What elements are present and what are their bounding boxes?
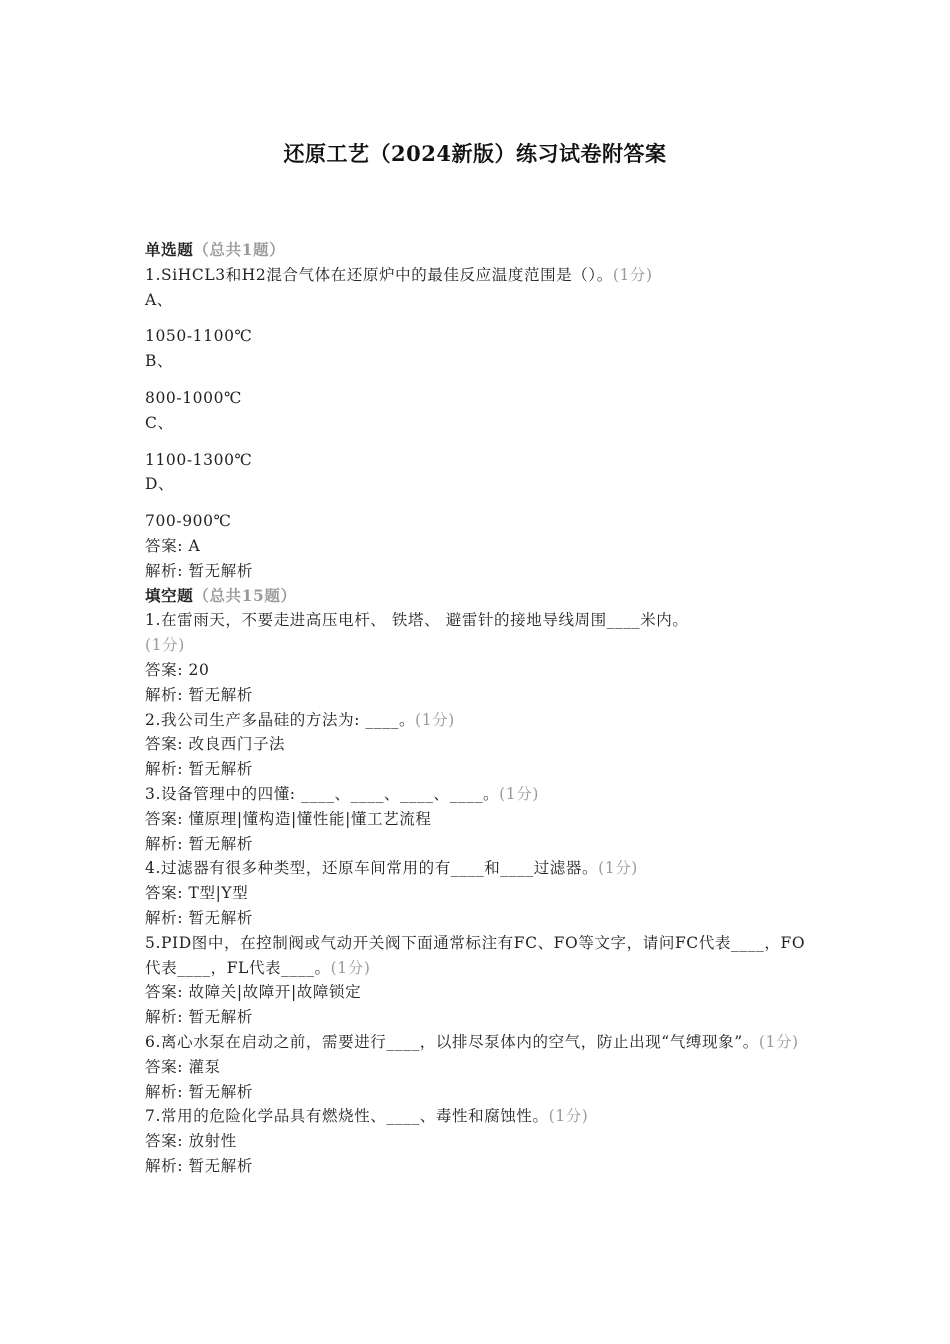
question-text: 5.PID图中，在控制阀或气动开关阀下面通常标注有FC、FO等文字，请问FC代表____，FO代表____，FL代表____。(1分): [145, 933, 806, 977]
question-text: 3.设备管理中的四懂: ____、____、____、____。(1分): [145, 784, 539, 803]
option-value: 800-1000℃: [145, 388, 243, 407]
question-score: (1分): [145, 636, 185, 655]
answer-text: 答案: 懂原理|懂构造|懂性能|懂工艺流程: [145, 809, 432, 828]
answer-text: 答案: 灌泵: [145, 1057, 221, 1076]
option-label: B、: [145, 352, 174, 371]
section-count: （总共1题）: [193, 240, 286, 259]
option-value: 1100-1300℃: [145, 450, 253, 469]
option-value: 1050-1100℃: [145, 327, 253, 346]
section-heading-single: [145, 238, 825, 263]
document-body: [145, 238, 825, 1179]
analysis-text: 解析: 暂无解析: [145, 760, 253, 779]
analysis-text: 解析: 暂无解析: [145, 1082, 253, 1101]
analysis-text: 解析: 暂无解析: [145, 908, 253, 927]
question-text: 6.离心水泵在启动之前，需要进行____，以排尽泵体内的空气，防止出现“气缚现象”。(1分): [145, 1032, 799, 1051]
analysis-text: 解析: 暂无解析: [145, 834, 253, 853]
answer-text: 答案: 20: [145, 660, 210, 679]
analysis-text: 解析: 暂无解析: [145, 1156, 253, 1175]
answer-text: 答案: 放射性: [145, 1132, 237, 1151]
option-label: A、: [145, 290, 173, 309]
question-text: 7.常用的危险化学品具有燃烧性、____、毒性和腐蚀性。(1分): [145, 1107, 589, 1126]
section-title: 单选题: [145, 240, 194, 259]
question-score: (1分): [612, 265, 653, 284]
question-score: (1分): [758, 1032, 799, 1051]
answer-text: 答案: 故障关|故障开|故障锁定: [145, 983, 362, 1002]
option-value: 700-900℃: [145, 512, 232, 531]
page-title: 还原工艺（2024新版）练习试卷附答案: [283, 141, 667, 166]
analysis-text: 解析: 暂无解析: [145, 1008, 253, 1027]
answer-text: 答案: 改良西门子法: [145, 735, 286, 754]
analysis-text: 解析: 暂无解析: [145, 561, 253, 580]
section-heading-fill: [145, 584, 825, 609]
option-label: C、: [145, 413, 174, 432]
question-text: 4.过滤器有很多种类型，还原车间常用的有____和____过滤器。(1分): [145, 859, 638, 878]
answer-text: 答案: A: [145, 536, 201, 555]
question-score: (1分): [499, 784, 539, 803]
option-label: D、: [145, 475, 175, 494]
analysis-text: 解析: 暂无解析: [145, 685, 253, 704]
question-text: 1.SiHCL3和H2混合气体在还原炉中的最佳反应温度范围是（）。(1分): [145, 265, 653, 284]
question-text: 1.在雷雨天，不要走进高压电杆、 铁塔、 避雷针的接地导线周围____米内。 (1分): [145, 611, 689, 655]
question-score: (1分): [548, 1107, 589, 1126]
question-score: (1分): [598, 859, 638, 878]
section-count: （总共15题）: [193, 585, 297, 605]
question-score: (1分): [330, 958, 371, 977]
question-text: 2.我公司生产多晶硅的方法为: ____。(1分): [145, 710, 455, 729]
question-score: (1分): [415, 710, 455, 729]
section-title: 填空题: [145, 585, 194, 605]
answer-text: 答案: T型|Y型: [145, 884, 249, 903]
